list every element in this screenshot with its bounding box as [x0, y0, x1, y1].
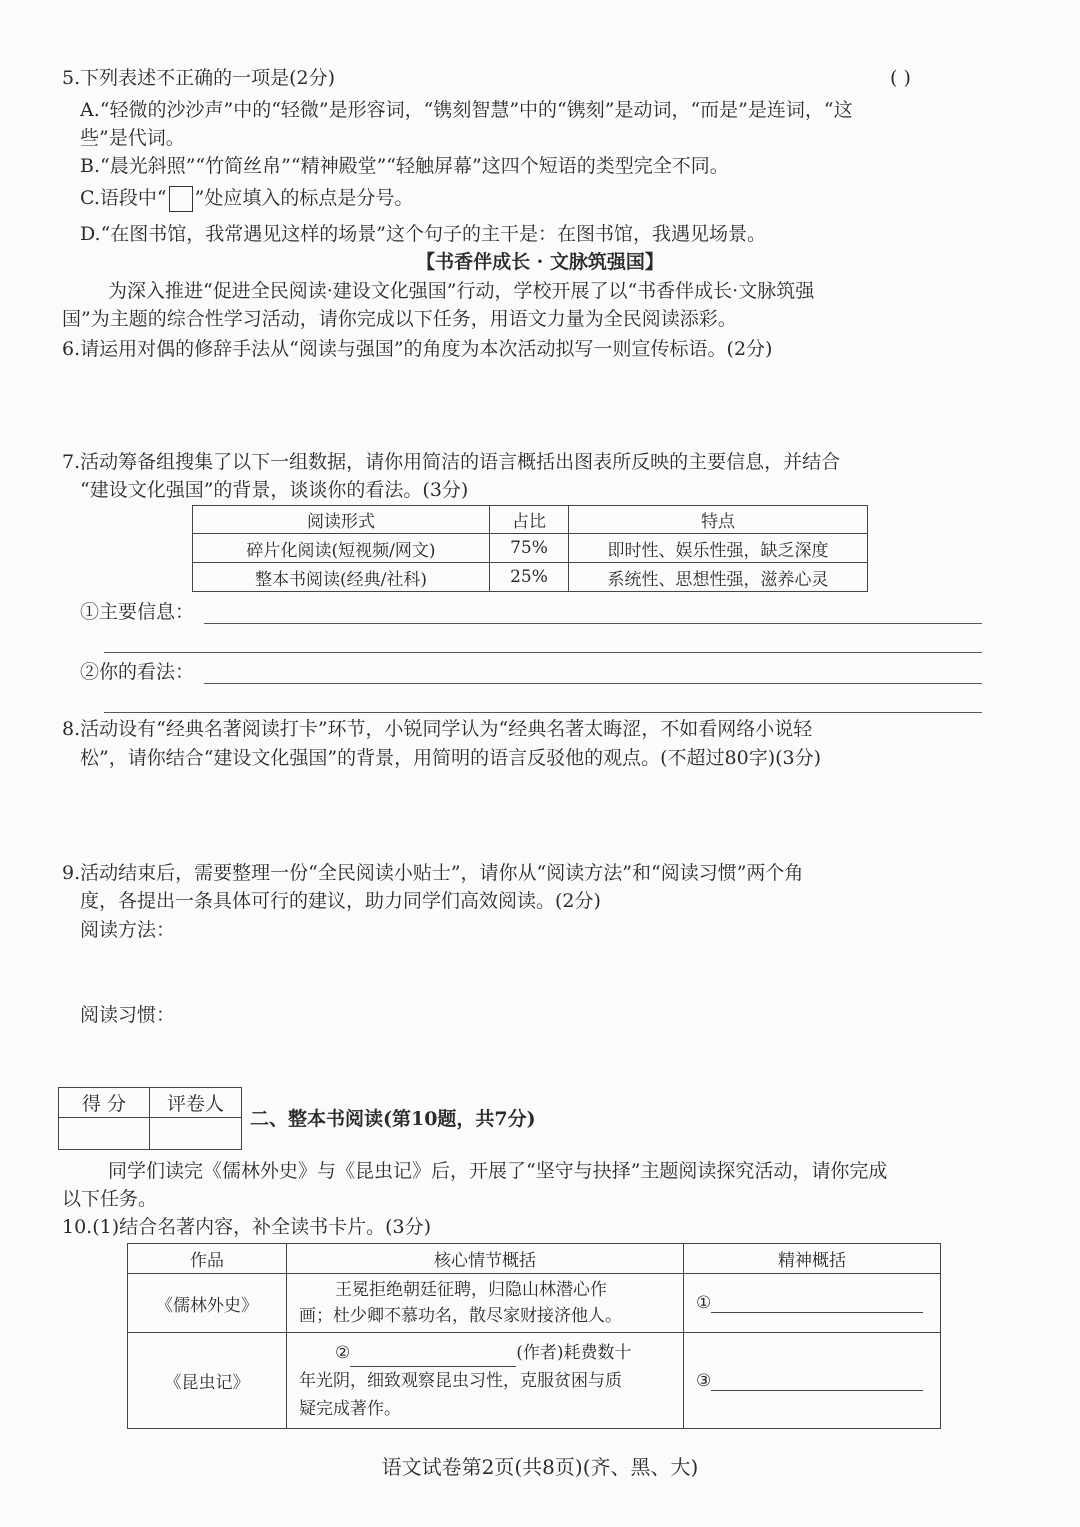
q5-answer-paren[interactable]: ( )	[890, 67, 911, 89]
table-cell: 75%	[490, 534, 569, 563]
q5-option-b: B.“晨光斜照”“竹简丝帛”“精神殿堂”“轻触屏幕”这四个短语的类型完全不同。	[80, 155, 729, 177]
blank-box	[169, 186, 193, 212]
table-header: 核心情节概括	[287, 1244, 684, 1274]
table-row	[193, 563, 868, 592]
q5-option-c	[80, 186, 413, 212]
table-cell: 即时性、娱乐性强，缺乏深度	[569, 534, 868, 563]
spirit-cell	[684, 1333, 941, 1429]
part2-intro-line1: 同学们读完《儒林外史》与《昆虫记》后，开展了“坚守与抉择”主题阅读探究活动，请你完成	[108, 1160, 888, 1182]
q8-line1: 8.活动设有“经典名著阅读打卡”环节，小锐同学认为“经典名著太晦涩，不如看网络小说轻	[62, 718, 813, 740]
table-cell: 碎片化阅读(短视频/网文)	[193, 534, 490, 563]
page-footer: 语文试卷第2页(共8页)(齐、黑、大)	[381, 1455, 699, 1479]
q7-line1: 7.活动筹备组搜集了以下一组数据，请你用简洁的语言概括出图表所反映的主要信息，并结合	[62, 451, 841, 473]
spirit-mark: ①	[696, 1293, 712, 1313]
q6-stem: 6.请运用对偶的修辞手法从“阅读与强国”的角度为本次活动拟写一则宣传标语。(2分)	[62, 338, 773, 360]
work-title: 《昆虫记》	[128, 1333, 287, 1429]
q5-option-a-line1: A.“轻微的沙沙声”中的“轻微”是形容词，“镌刻智慧”中的“镌刻”是动词，“而是”是连词，“这	[80, 99, 853, 121]
table-header: 阅读形式	[193, 506, 490, 534]
intro-line1: 为深入推进“促进全民阅读·建设文化强国”行动，学校开展了以“书香伴成长·文脉筑强	[108, 280, 815, 302]
q5-option-d: D.“在图书馆，我常遇见这样的场景”这个句子的主干是：在图书馆，我遇见场景。	[80, 223, 767, 245]
q8-line2: 松”，请你结合“建设文化强国”的背景，用简明的语言反驳他的观点。(不超过80字)(3分)	[80, 747, 822, 769]
plot-line: 疑完成著作。	[299, 1398, 401, 1419]
opinion-answer-line[interactable]	[104, 712, 982, 713]
spirit-cell	[684, 1274, 941, 1333]
q9-habit-label: 阅读习惯：	[80, 1004, 176, 1026]
score-cell[interactable]	[59, 1118, 150, 1150]
part2-title: 二、整本书阅读(第10题，共7分)	[250, 1108, 536, 1130]
reading-card-table	[127, 1243, 941, 1429]
table-cell: 整本书阅读(经典/社科)	[193, 563, 490, 592]
grader-label: 评卷人	[150, 1088, 242, 1118]
plot-summary	[287, 1274, 684, 1333]
score-label: 得 分	[59, 1088, 150, 1118]
table-header: 作品	[128, 1244, 287, 1274]
score-box	[58, 1087, 242, 1150]
table-row	[128, 1274, 941, 1333]
table-header: 特点	[569, 506, 868, 534]
plot-line: 画；杜少卿不慕功名，散尽家财接济他人。	[299, 1306, 622, 1326]
section-title: 【书香伴成长 · 文脉筑强国】	[416, 251, 664, 273]
plot-mark: ②	[335, 1342, 351, 1363]
q7-opinion-label: ②你的看法：	[80, 661, 195, 683]
plot-summary	[287, 1333, 684, 1429]
q7-main-info-label: ①主要信息：	[80, 601, 195, 623]
q9-line1: 9.活动结束后，需要整理一份“全民阅读小贴士”，请你从“阅读方法”和“阅读习惯”两个角	[62, 862, 804, 884]
opinion-answer-line[interactable]	[204, 683, 982, 684]
q5-option-c-post: ”处应填入的标点是分号。	[194, 187, 414, 209]
q9-line2: 度，各提出一条具体可行的建议，助力同学们高效阅读。(2分)	[80, 890, 601, 912]
spirit-answer-line[interactable]	[711, 1374, 923, 1391]
table-cell: 25%	[490, 563, 569, 592]
reading-data-table	[192, 505, 868, 592]
q5-option-a-line2: 些”是代词。	[80, 127, 185, 149]
q5-option-c-pre: C.语段中“	[80, 187, 167, 209]
table-row	[128, 1333, 941, 1429]
table-row	[193, 534, 868, 563]
table-header: 占比	[490, 506, 569, 534]
q10-stem: 10.(1)结合名著内容，补全读书卡片。(3分)	[62, 1216, 432, 1238]
q9-method-label: 阅读方法：	[80, 919, 176, 941]
q5-stem: 5.下列表述不正确的一项是(2分)	[62, 67, 336, 89]
table-header: 精神概括	[684, 1244, 941, 1274]
plot-author-text: (作者)耗费数十	[516, 1342, 632, 1363]
work-title: 《儒林外史》	[128, 1274, 287, 1333]
part2-intro-line2: 以下任务。	[62, 1188, 158, 1210]
plot-line: 年光阴，细致观察昆虫习性，克服贫困与质	[299, 1370, 622, 1391]
spirit-mark: ③	[696, 1370, 712, 1391]
main-info-answer-line[interactable]	[204, 623, 982, 624]
table-cell: 系统性、思想性强，滋养心灵	[569, 563, 868, 592]
plot-line	[299, 1339, 671, 1367]
plot-line: 王冕拒绝朝廷征聘，归隐山林潜心作	[335, 1280, 607, 1300]
q7-line2: “建设文化强国”的背景，谈谈你的看法。(3分)	[80, 479, 469, 501]
intro-line2: 国”为主题的综合性学习活动，请你完成以下任务，用语文力量为全民阅读添彩。	[62, 308, 737, 330]
grader-cell[interactable]	[150, 1118, 242, 1150]
main-info-answer-line[interactable]	[104, 652, 982, 653]
author-answer-line[interactable]	[350, 1348, 516, 1367]
spirit-answer-line[interactable]	[711, 1296, 923, 1313]
